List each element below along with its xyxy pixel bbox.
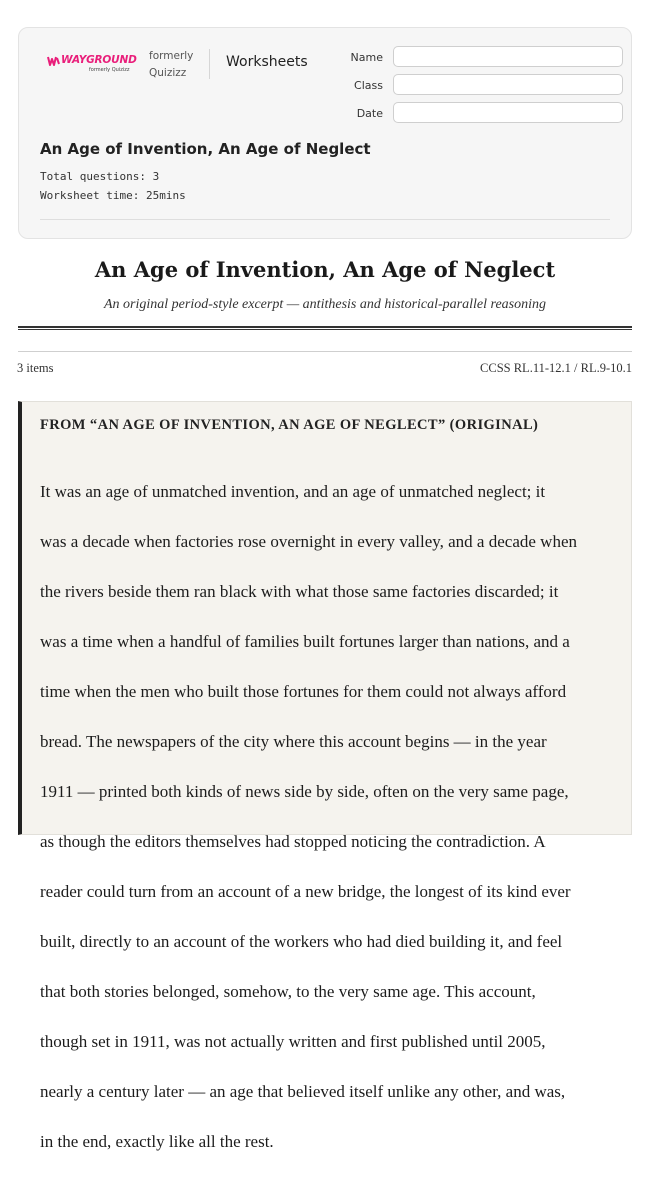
passage-line: nearly a century later — an age that believed itself unlike any other, and was,: [40, 1082, 566, 1101]
passage-line: It was an age of unmatched invention, and an age of unmatched neglect; it: [40, 482, 546, 501]
class-label: Class: [354, 79, 383, 92]
class-field[interactable]: [393, 74, 623, 95]
passage-line: 1911 — printed both kinds of news side by side, often on the very same page,: [40, 782, 569, 801]
name-label: Name: [350, 51, 383, 64]
passage-line: was a decade when factories rose overnight in every valley, and a decade when: [40, 532, 577, 551]
passage-line: bread. The newspapers of the city where this account begins — in the year: [40, 732, 547, 751]
date-label: Date: [356, 107, 383, 120]
passage-line: though set in 1911, was not actually written and first published until 2005,: [40, 1032, 546, 1051]
quizizz-line: Quizizz: [149, 67, 187, 79]
card-divider: [40, 219, 610, 220]
name-field[interactable]: [393, 46, 623, 67]
formerly-note: [149, 48, 193, 82]
standards-label: CCSS RL.11-12.1 / RL.9-10.1: [480, 361, 632, 375]
passage-line: reader could turn from an account of a new bridge, the longest of its kind ever: [40, 882, 571, 901]
double-rule: [18, 326, 632, 330]
wayground-logo: [47, 54, 139, 76]
total-questions: Total questions: 3: [40, 170, 160, 183]
passage-line: the rivers beside them ran black with what those same factories discarded; it: [40, 582, 559, 601]
thin-rule: [18, 351, 632, 352]
logo-mark-icon: [47, 55, 61, 67]
passage-line: as though the editors themselves had stopped noticing the contradiction. A: [40, 832, 546, 851]
worksheet-header-card: [18, 27, 632, 239]
logo-subtitle: formerly Quizizz: [89, 67, 130, 73]
worksheets-label: Worksheets: [226, 54, 308, 70]
logo-wordmark: WAYGROUND: [61, 54, 137, 66]
passage-heading: FROM “AN AGE OF INVENTION, AN AGE OF NEGLECT” (ORIGINAL): [40, 417, 539, 433]
worksheet-time: Worksheet time: 25mins: [40, 189, 186, 202]
passage-line: was a time when a handful of families built fortunes larger than nations, and a: [40, 632, 570, 651]
document-title: An Age of Invention, An Age of Neglect: [94, 257, 556, 282]
document-subtitle: An original period-style excerpt — antithesis and historical-parallel reasoning: [104, 297, 546, 312]
header-divider: [209, 49, 210, 79]
worksheet-title: An Age of Invention, An Age of Neglect: [40, 140, 371, 158]
date-field[interactable]: [393, 102, 623, 123]
passage-line: that both stories belonged, somehow, to the very same age. This account,: [40, 982, 536, 1001]
items-count: 3 items: [17, 361, 54, 375]
passage-box: [18, 401, 632, 1151]
passage-line: in the end, exactly like all the rest.: [40, 1132, 274, 1151]
formerly-line: formerly: [149, 50, 194, 62]
passage-line: built, directly to an account of the workers who had died building it, and feel: [40, 932, 563, 951]
passage-line: time when the men who built those fortunes for them could not always afford: [40, 682, 567, 701]
passage-text: [40, 454, 618, 1179]
